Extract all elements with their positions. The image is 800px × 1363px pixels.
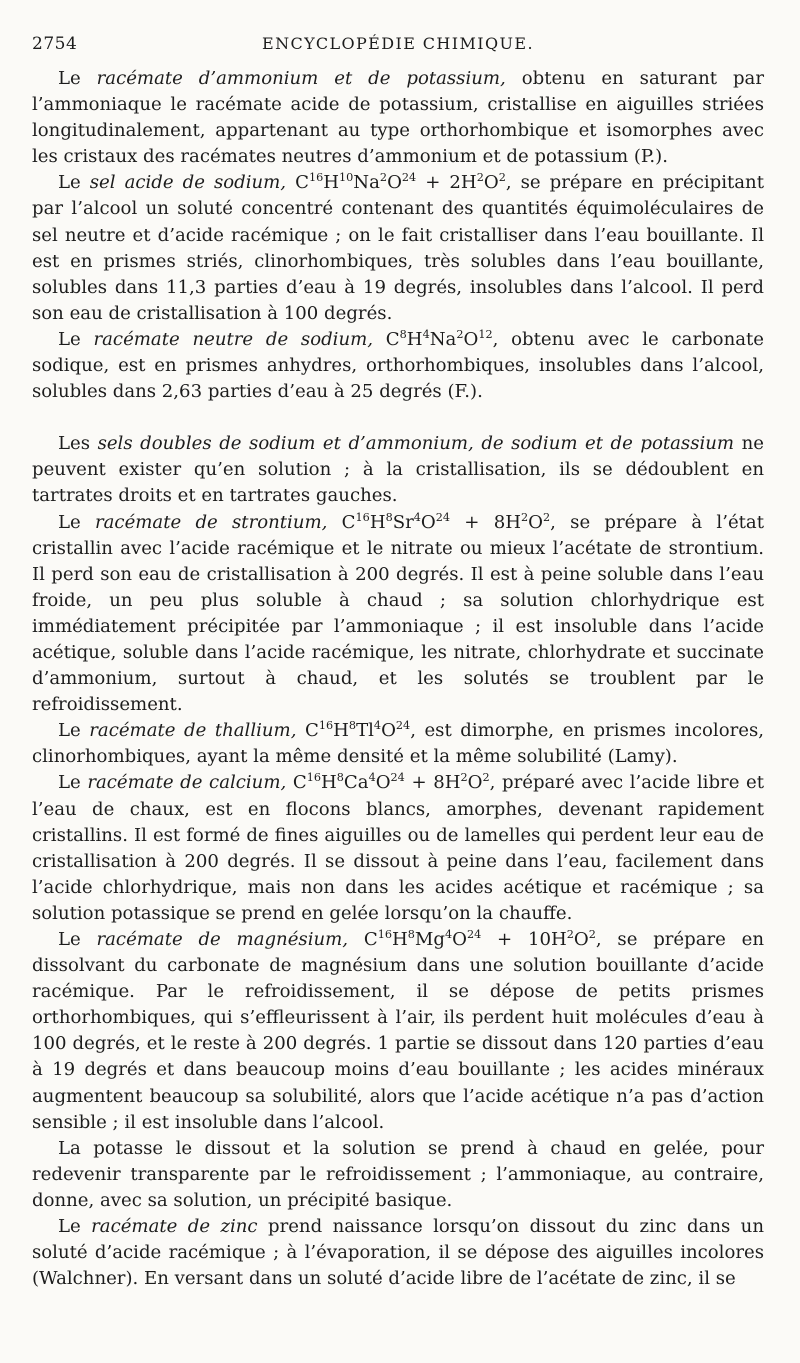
italic-term: sels doubles de sodium et d’ammonium, de sodium et de potassium <box>97 433 735 455</box>
text-run: O <box>452 929 467 950</box>
text-run: + 8H <box>404 772 461 794</box>
text-run: C <box>296 720 319 742</box>
text-run: , préparé avec l’acide libre et l’eau de chaux, est en flocons blancs, amorphes, devenant rapidement cristallins. Il est formé de fines aiguilles ou de lamelles qui perdent leur eau de cristallisation à 200 degrés. Il se dissout à peine dans l’eau, facilement dans l’acide chlorhydrique, mais non dans les acides acétique et racémique ; sa solution potassique se prend en gelée lorsqu’on la chauffe. <box>32 772 764 924</box>
formula-superscript: 2 <box>379 171 388 185</box>
text-run: C <box>373 328 400 350</box>
text-run: O <box>381 720 396 742</box>
formula-superscript: 2 <box>543 510 551 524</box>
formula-superscript: 16 <box>355 510 370 524</box>
text-run: Le <box>58 772 88 794</box>
text-run: Sr <box>392 511 414 533</box>
paragraph <box>32 510 764 719</box>
text-run: O <box>528 511 544 533</box>
formula-superscript: 8 <box>336 771 344 785</box>
paragraph <box>32 718 764 770</box>
text-run: , se prépare en dissolvant du carbonate de magnésium dans une solution bouillante d’acide racémique. Par le refroidissement, il se dépose de petits prismes orthorhombiques, qui s’effleurissent à l’air, ils perdent huit molécules d’eau à 100 degrés, et le reste à 200 degrés. 1 partie se dissout dans 120 parties d’eau à 19 degrés et dans beaucoup moins d’eau bouillante ; les acides minéraux augmentent beaucoup sa solubilité, alors que l’acide acétique n’a pas d’action sensible ; il est insoluble dans l’alcool. <box>32 929 764 1133</box>
page-header <box>32 0 764 66</box>
text-run: prend naissance lorsqu’on dissout du zinc dans un soluté d’acide racémique ; à l’évaporation, il se dépose des aiguilles incolores (Walchner). En versant dans un soluté d’acide libre de l’acétate de zinc, il se <box>32 1216 764 1290</box>
text-run: H <box>333 720 349 742</box>
italic-term: racémate de zinc <box>91 1216 258 1238</box>
text-run: O <box>420 511 436 533</box>
text-run: C <box>327 511 356 533</box>
paragraph <box>32 1136 764 1214</box>
formula-superscript: 4 <box>373 719 382 733</box>
text-run: + 8H <box>450 511 522 533</box>
page-number: 2754 <box>32 34 78 54</box>
text-run: H <box>321 772 337 794</box>
text-run: Le <box>58 1216 92 1238</box>
paragraph <box>32 431 764 509</box>
formula-superscript: 8 <box>399 327 407 341</box>
paragraph <box>32 1214 764 1292</box>
paragraph <box>32 327 764 405</box>
paragraph <box>32 770 764 927</box>
formula-superscript: 24 <box>395 719 411 733</box>
text-run: Tl <box>356 720 374 742</box>
running-head: ENCYCLOPÉDIE CHIMIQUE. <box>262 34 534 53</box>
paragraph <box>32 66 764 170</box>
formula-superscript: 24 <box>435 510 451 524</box>
text-run: O <box>573 929 589 950</box>
text-run: C <box>286 172 309 194</box>
formula-superscript: 8 <box>407 928 415 942</box>
text-run: Le <box>58 511 95 533</box>
formula-superscript: 2 <box>482 771 490 785</box>
text-run: , obtenu avec le carbonate sodique, est en prismes anhydres, orthorhombiques, insolubles dans l’alcool, solubles dans 2,63 parties d’eau à 25 degrés (F.). <box>32 328 764 403</box>
text-run: ne peuvent exister qu’en solution ; à la cristallisation, ils se dédoublent en tartrates droits et en tartrates gauches. <box>32 433 764 507</box>
formula-superscript: 8 <box>348 719 357 733</box>
text-run: + 10H <box>481 929 567 950</box>
text-run: Mg <box>414 929 445 950</box>
italic-term: racémate de thallium, <box>89 720 297 742</box>
formula-superscript: 16 <box>318 719 334 733</box>
text-run: Na <box>353 172 380 194</box>
text-run: Na <box>429 328 457 350</box>
text-run: Ca <box>343 772 369 794</box>
text-run: Le <box>58 720 90 742</box>
italic-term: racémate de calcium, <box>87 772 287 794</box>
text-run: H <box>406 328 423 350</box>
text-run: Le <box>58 929 97 950</box>
text-run: obtenu en saturant par l’ammoniaque le racémate acide de potassium, cristallise en aiguilles striées longitudinalement, appartenant au type orthorhombique et isomorphes avec les cristaux des racémates neutres d’ammonium et de potassium (P.). <box>32 68 764 168</box>
text-run: O <box>387 172 402 194</box>
text-run: O <box>375 772 391 794</box>
text-run: , se prépare en précipitant par l’alcool un soluté concentré contenant des quantités équimoléculaires de sel neutre et d’acide racémique ; on le fait cristalliser dans l’eau bouillante. Il est en prismes striés, clinorhombiques, très solubles dans l’eau bouillante, solubles dans 11,3 parties d’eau à 19 degrés, insolubles dans l’alcool. Il perd son eau de cristallisation à 100 degrés. <box>32 172 764 324</box>
formula-superscript: 2 <box>460 771 468 785</box>
body-text <box>32 66 764 1292</box>
italic-term: racémate de strontium, <box>95 511 328 533</box>
formula-superscript: 10 <box>339 171 354 185</box>
paragraph <box>32 170 764 327</box>
text-run: C <box>286 772 307 794</box>
formula-superscript: 2 <box>476 171 484 185</box>
formula-superscript: 2 <box>456 327 464 341</box>
text-run: La potasse le dissout et la solution se prend à chaud en gelée, pour redevenir transparente par le refroidissement ; l’ammoniaque, au contraire, donne, avec sa solution, un précipité basique. <box>32 1137 764 1211</box>
text-run: H <box>369 511 386 533</box>
formula-superscript: 16 <box>377 928 392 942</box>
formula-superscript: 8 <box>385 510 393 524</box>
formula-superscript: 4 <box>422 327 430 341</box>
formula-superscript: 12 <box>478 327 493 341</box>
formula-superscript: 24 <box>401 171 417 185</box>
italic-term: racémate d’ammonium et de potassium, <box>96 68 506 89</box>
formula-superscript: 16 <box>308 171 324 185</box>
formula-superscript: 2 <box>566 928 574 942</box>
formula-superscript: 4 <box>413 510 421 524</box>
text-run: C <box>348 929 378 950</box>
italic-term: racémate neutre de sodium, <box>93 328 374 350</box>
text-run: O <box>463 328 479 350</box>
text-run: , est dimorphe, en prismes incolores, clinorhombiques, ayant la même densité et la même solubilité (Lamy). <box>32 720 764 768</box>
formula-superscript: 24 <box>466 928 482 942</box>
text-run: , se prépare à l’état cristallin avec l’acide racémique et le nitrate ou mieux l’acétate de strontium. Il perd son eau de cristallisation à 200 degrés. Il est à peine soluble dans l’eau froide, un peu plus soluble à chaud ; sa solution chlorhydrique est immédiatement précipitée par l’ammoniaque ; il est insoluble dans l’acide acétique, soluble dans l’acide racémique, les nitrate, chlorhydrate et succinate d’ammonium, surtout à chaud, et les solutés se troublent par le refroidissement. <box>32 511 764 716</box>
formula-superscript: 16 <box>306 771 321 785</box>
italic-term: sel acide de sodium, <box>89 172 287 194</box>
formula-superscript: 2 <box>498 171 506 185</box>
formula-superscript: 4 <box>368 771 376 785</box>
text-run: Le <box>58 328 94 350</box>
text-run: H <box>391 929 408 950</box>
paragraph <box>32 927 764 1136</box>
text-run: Les <box>58 433 98 455</box>
text-run: Le <box>58 172 90 194</box>
formula-superscript: 24 <box>390 771 405 785</box>
text-run: O <box>483 172 499 194</box>
italic-term: racémate de magnésium, <box>96 929 349 950</box>
text-run: O <box>467 772 483 794</box>
text-run: Le <box>58 68 97 89</box>
formula-superscript: 4 <box>445 928 453 942</box>
text-run: + 2H <box>416 172 477 194</box>
text-run: H <box>323 172 340 194</box>
formula-superscript: 2 <box>588 928 596 942</box>
formula-superscript: 2 <box>521 510 529 524</box>
